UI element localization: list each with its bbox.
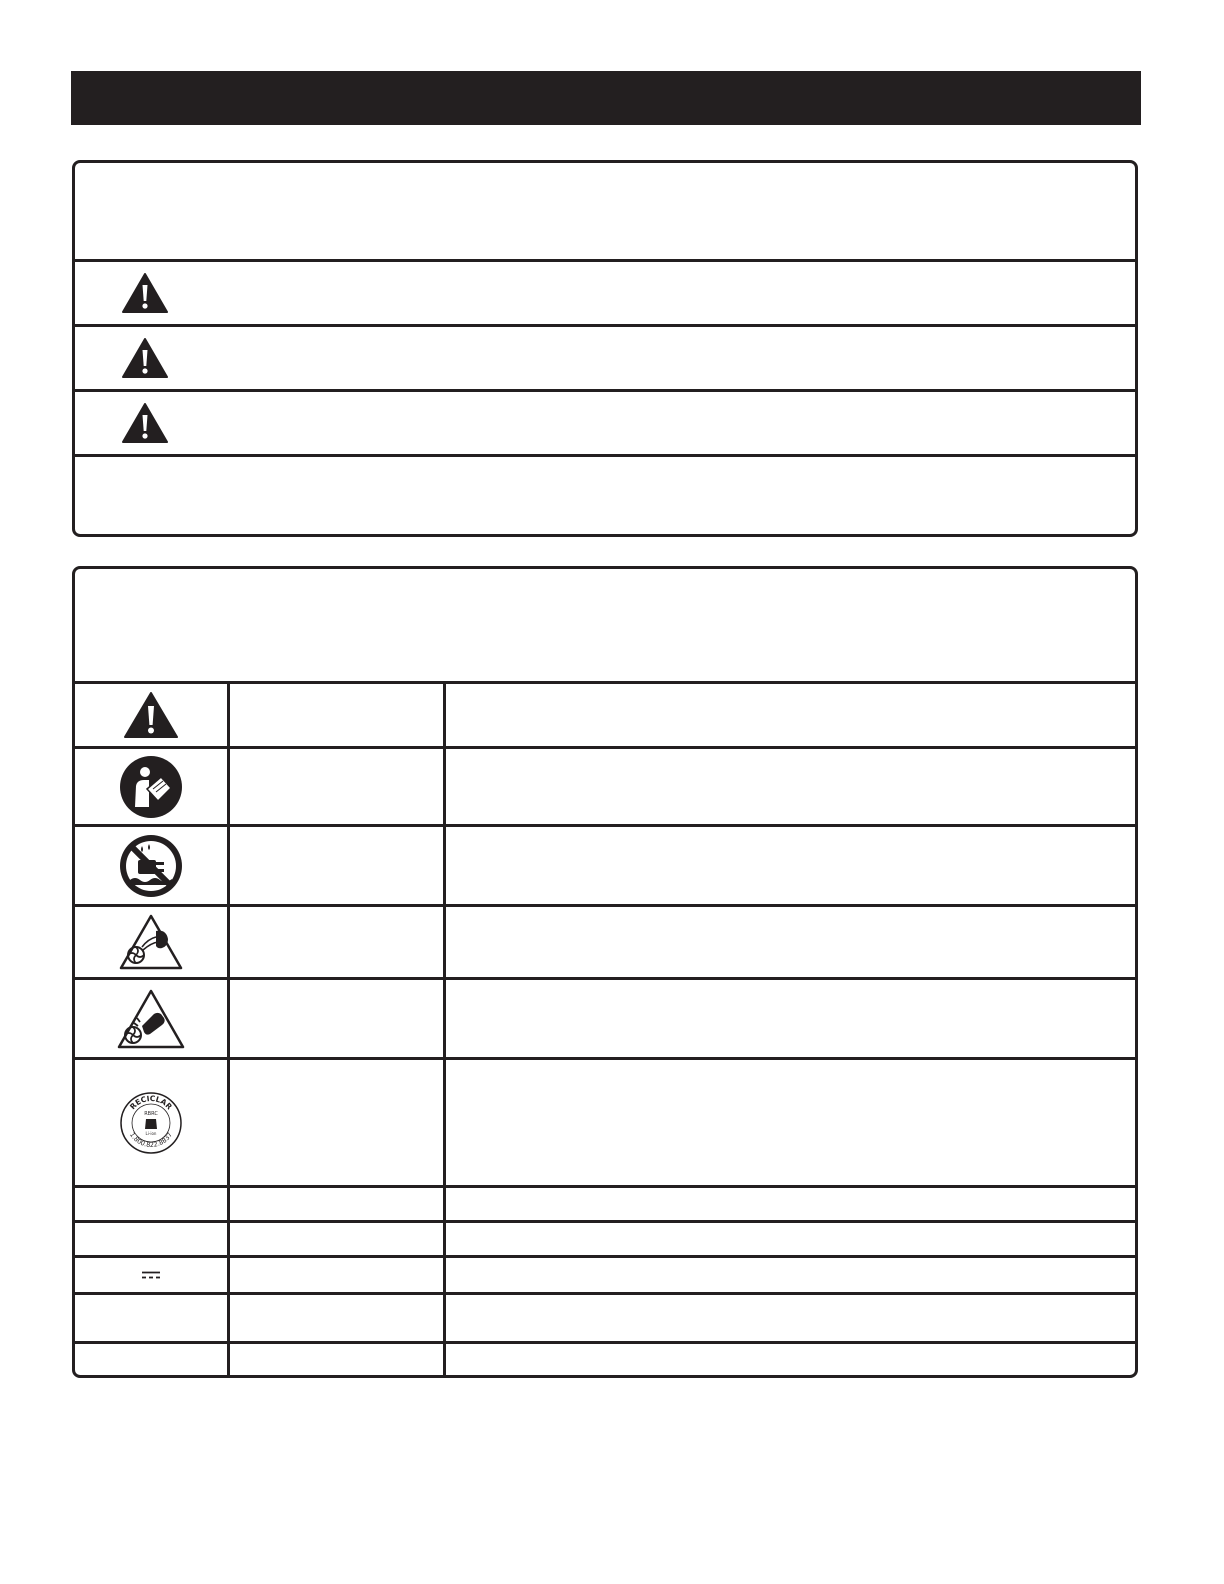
symbol-row bbox=[75, 907, 1135, 980]
symbol-row bbox=[75, 749, 1135, 827]
symbol-cell bbox=[75, 980, 230, 1057]
warning-triangle-icon bbox=[75, 337, 215, 379]
symbol-name bbox=[230, 827, 446, 904]
symbol-row bbox=[75, 1295, 1135, 1344]
symbol-name bbox=[230, 907, 446, 977]
read-manual-icon bbox=[119, 755, 183, 819]
seal-top-text: RECICLAR bbox=[128, 1093, 174, 1111]
symbols-box-intro bbox=[75, 569, 1135, 684]
symbol-name bbox=[230, 684, 446, 746]
symbol-row bbox=[75, 1344, 1135, 1378]
safety-alert-icon bbox=[123, 691, 179, 739]
symbol-meaning bbox=[446, 1295, 1135, 1341]
symbol-meaning bbox=[446, 749, 1135, 824]
direct-current-icon bbox=[142, 1271, 160, 1279]
symbol-name bbox=[230, 1295, 446, 1341]
symbol-name bbox=[230, 749, 446, 824]
warning-triangle-icon bbox=[75, 402, 215, 444]
symbol-cell bbox=[75, 827, 230, 904]
symbol-name bbox=[230, 1258, 446, 1292]
warning-triangle-icon bbox=[75, 272, 215, 314]
fan-hand-injury-icon bbox=[116, 988, 186, 1050]
symbol-name bbox=[230, 1344, 446, 1378]
symbol-cell bbox=[75, 1258, 230, 1292]
symbol-row bbox=[75, 1188, 1135, 1223]
signal-box-footer bbox=[75, 457, 1135, 537]
signal-row-warning bbox=[75, 327, 1135, 392]
symbol-meaning bbox=[446, 1344, 1135, 1378]
fan-hair-entanglement-icon bbox=[118, 913, 184, 971]
symbol-name bbox=[230, 1188, 446, 1220]
symbol-name bbox=[230, 980, 446, 1057]
symbol-cell bbox=[75, 1344, 230, 1378]
symbol-meaning bbox=[446, 907, 1135, 977]
symbol-meaning bbox=[446, 684, 1135, 746]
symbol-name bbox=[230, 1223, 446, 1255]
signal-row-danger bbox=[75, 262, 1135, 327]
symbols-box bbox=[72, 566, 1138, 1378]
symbol-row bbox=[75, 980, 1135, 1060]
safety-signal-box bbox=[72, 160, 1138, 537]
symbol-cell bbox=[75, 1223, 230, 1255]
symbol-meaning bbox=[446, 1060, 1135, 1185]
symbol-meaning bbox=[446, 1188, 1135, 1220]
symbol-row bbox=[75, 684, 1135, 749]
seal-bottom-text: 1.800.822.8837 bbox=[127, 1130, 175, 1149]
symbol-cell bbox=[75, 907, 230, 977]
section-title-bar bbox=[71, 71, 1141, 125]
signal-box-intro bbox=[75, 163, 1135, 262]
symbol-cell bbox=[75, 749, 230, 824]
symbol-cell bbox=[75, 684, 230, 746]
symbol-cell bbox=[75, 1188, 230, 1220]
symbol-cell bbox=[75, 1295, 230, 1341]
symbol-meaning bbox=[446, 827, 1135, 904]
symbol-row bbox=[75, 827, 1135, 907]
symbol-meaning bbox=[446, 1223, 1135, 1255]
symbol-row bbox=[75, 1223, 1135, 1258]
symbol-cell bbox=[75, 1060, 230, 1185]
signal-row-caution bbox=[75, 392, 1135, 457]
seal-middle-text: RBRC bbox=[144, 1110, 158, 1117]
symbol-meaning bbox=[446, 1258, 1135, 1292]
symbol-row bbox=[75, 1258, 1135, 1295]
rbrc-recycle-seal-icon bbox=[119, 1091, 183, 1155]
symbol-meaning bbox=[446, 980, 1135, 1057]
no-wet-conditions-icon bbox=[118, 833, 184, 899]
seal-brand-text: Li-ion bbox=[145, 1130, 157, 1136]
symbol-name bbox=[230, 1060, 446, 1185]
symbol-row bbox=[75, 1060, 1135, 1188]
